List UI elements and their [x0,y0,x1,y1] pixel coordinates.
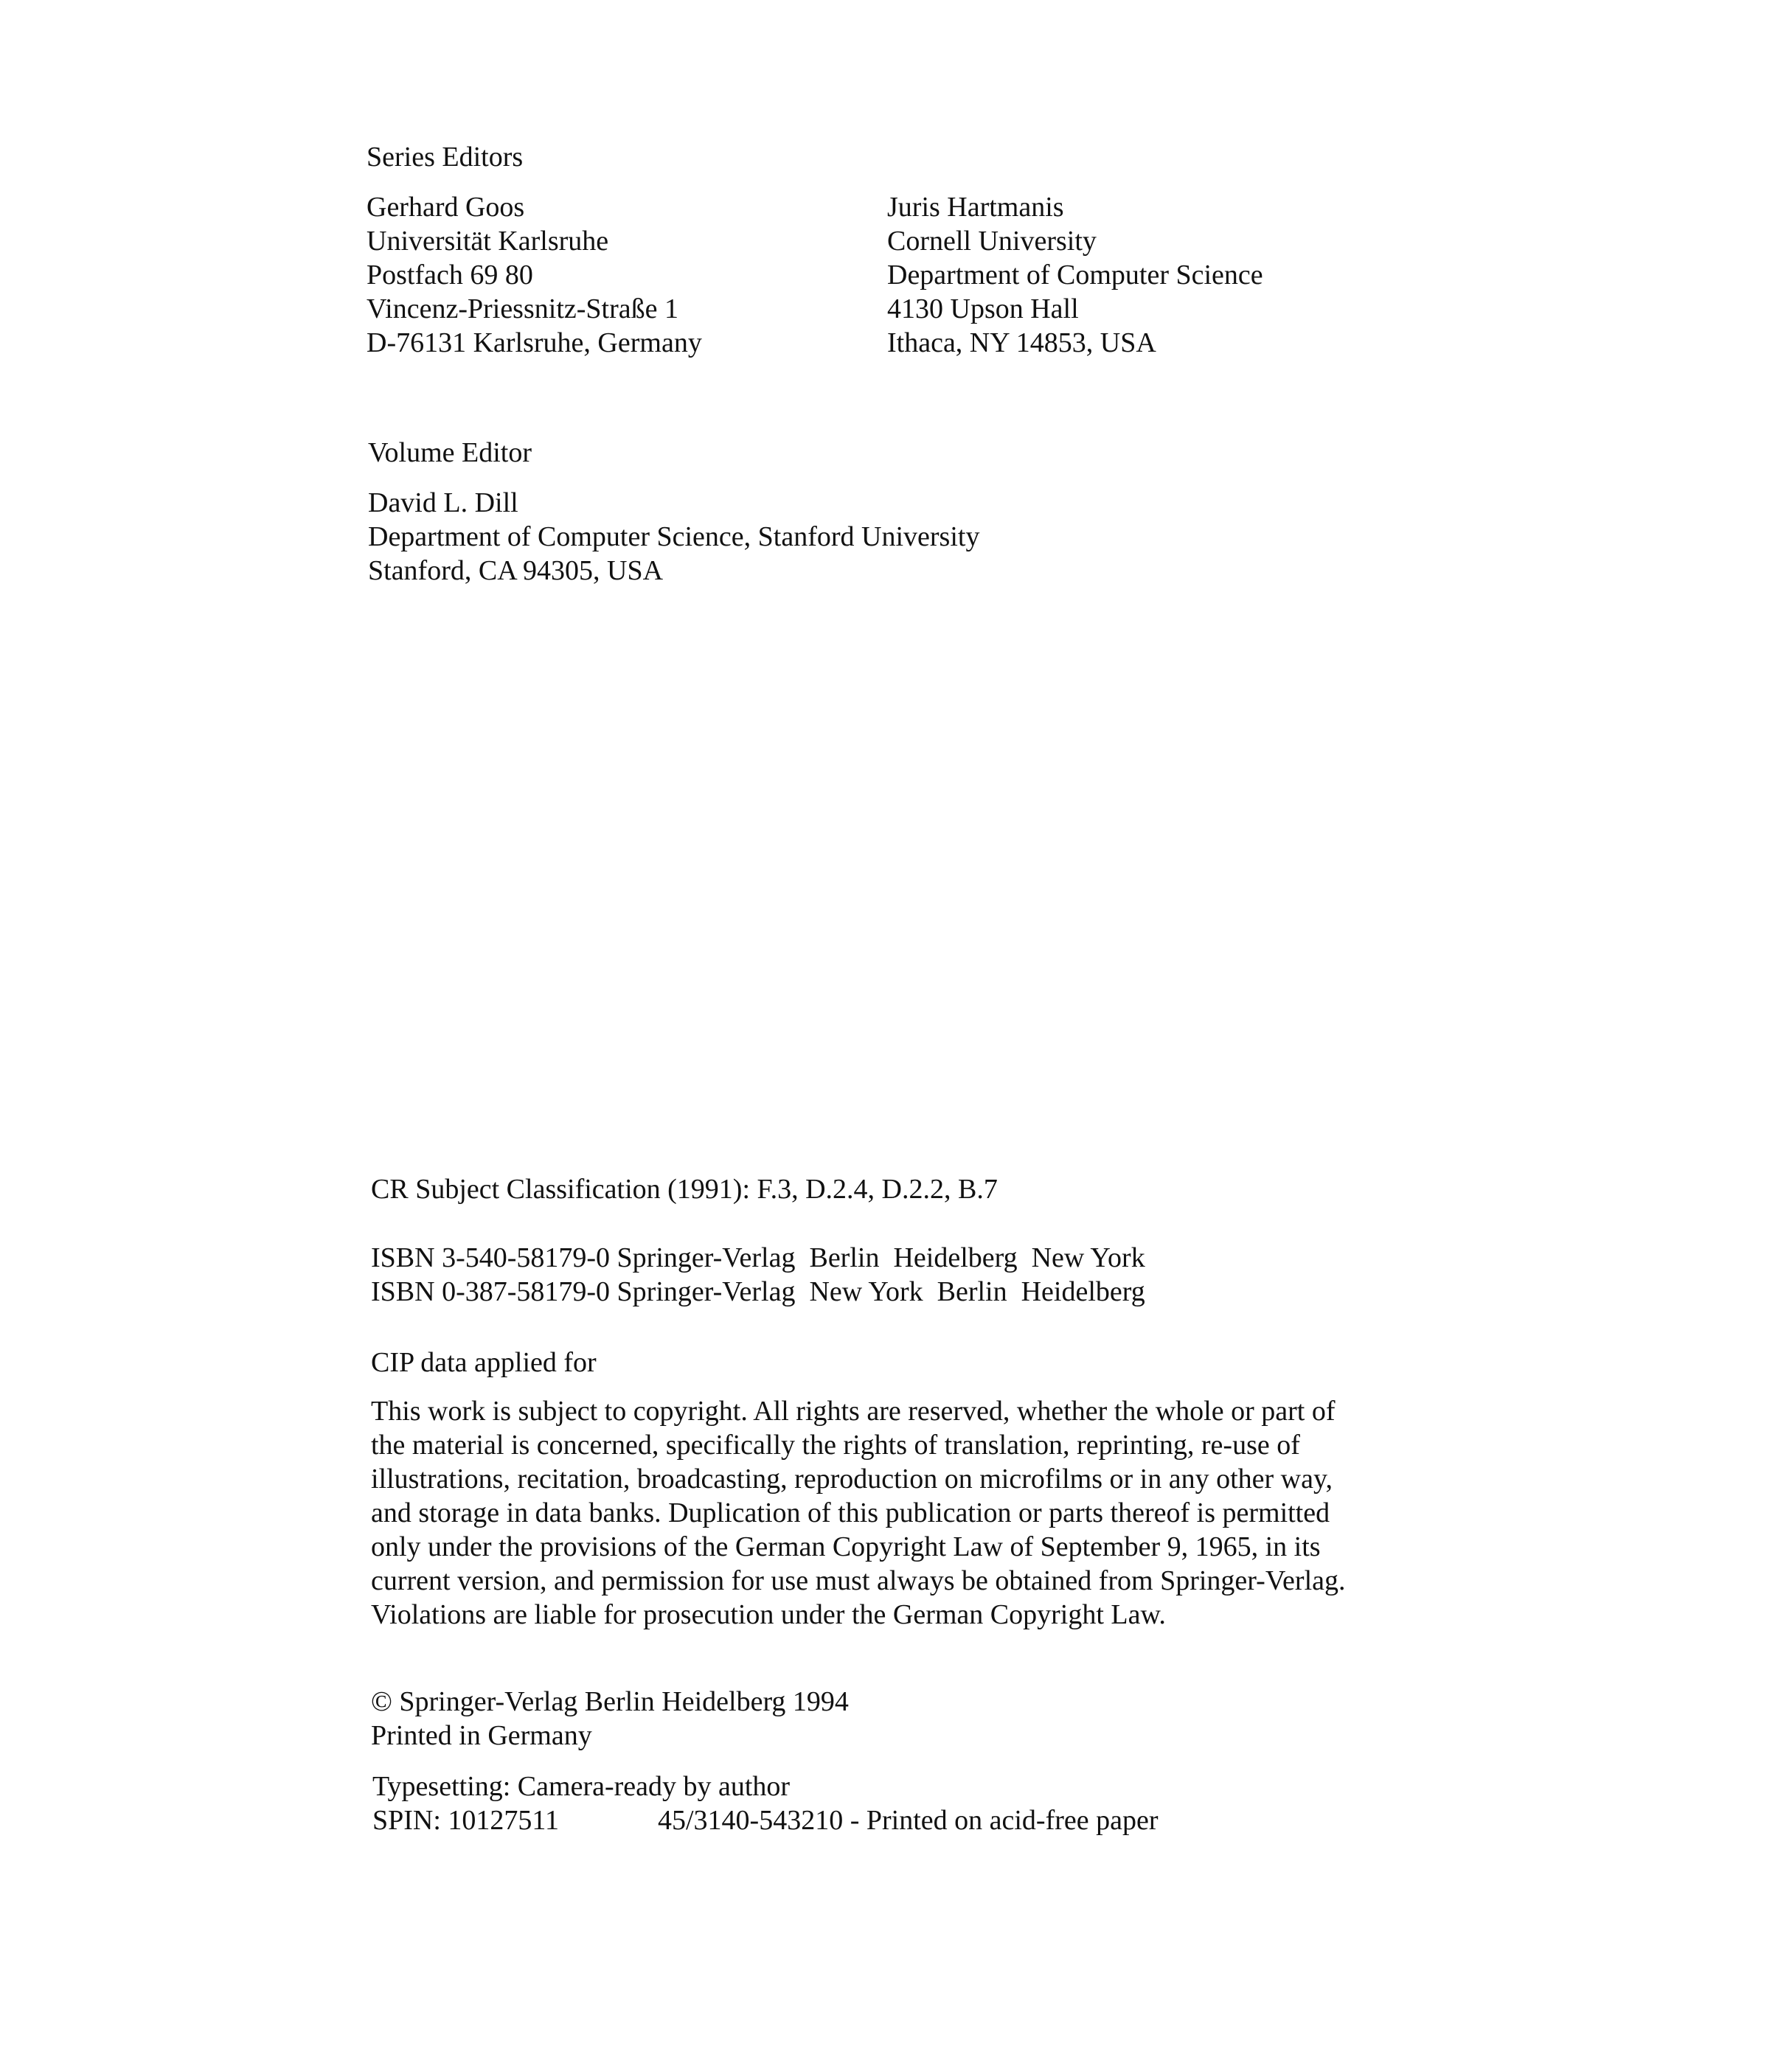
cr-subject-classification [371,1172,998,1206]
cip-note [371,1346,597,1379]
spin-line [372,1803,1159,1837]
editor-address-line: Department of Computer Science, Stanford University [368,521,980,552]
publisher-block [371,1685,849,1753]
copyright-notice-text: This work is subject to copyright. All rights are reserved, whether the whole or part of the material is concerned, specifically the rights of translation, reprinting, re-use of illustrations, recitation, broadcasting, reproduction on microfilms or in any other way, and storage in data banks. Duplication of this publication or parts thereof is permitted only under the provisions of the German Copyright Law of September 9, 1965, in its current version, and permission for use must always be obtained from Springer-Verlag. Violations are liable for prosecution under the German Copyright Law. [371,1396,1346,1630]
series-editor-hartmanis [887,190,1263,360]
classification-text: CR Subject Classification (1991): F.3, D.2.4, D.2.2, B.7 [371,1174,998,1205]
editor-address-line: Universität Karlsruhe [367,226,609,257]
editor-address-line: Cornell University [887,226,1097,257]
editor-address-line: Stanford, CA 94305, USA [368,555,664,586]
editor-address-line: 4130 Upson Hall [887,293,1079,324]
copyright-notice [371,1394,1348,1632]
editor-address-line: David L. Dill [368,487,518,518]
editor-address-line: Juris Hartmanis [887,192,1064,223]
volume-editor [368,486,979,588]
series-editor-goos [367,190,702,360]
editor-address-line: Gerhard Goos [367,192,525,223]
publisher-line: © Springer-Verlag Berlin Heidelberg 1994 [371,1686,849,1717]
publisher-line: Printed in Germany [371,1720,592,1751]
volume-editor-heading [368,436,532,470]
editor-address-line: Vincenz-Priessnitz-Straße 1 [367,293,678,324]
isbn-line: ISBN 3-540-58179-0 Springer-Verlag Berlin Heidelberg New York [371,1242,1145,1273]
editor-address-line: Ithaca, NY 14853, USA [887,327,1156,358]
isbn-block [371,1241,1145,1309]
spin-number: SPIN: 10127511 [372,1805,560,1836]
series-editors-heading [367,140,523,174]
volume-editor-heading-text: Volume Editor [368,437,532,468]
printing-code: 45/3140-543210 - Printed on acid-free paper [658,1805,1159,1836]
production-block [372,1770,1159,1837]
editor-address-line: Postfach 69 80 [367,260,533,290]
cip-text: CIP data applied for [371,1347,597,1378]
series-editors-heading-text: Series Editors [367,142,524,173]
editor-address-line: D-76131 Karlsruhe, Germany [367,327,702,358]
typesetting-line: Typesetting: Camera-ready by author [372,1771,791,1802]
isbn-line: ISBN 0-387-58179-0 Springer-Verlag New York Berlin Heidelberg [371,1276,1145,1307]
editor-address-line: Department of Computer Science [887,260,1263,290]
